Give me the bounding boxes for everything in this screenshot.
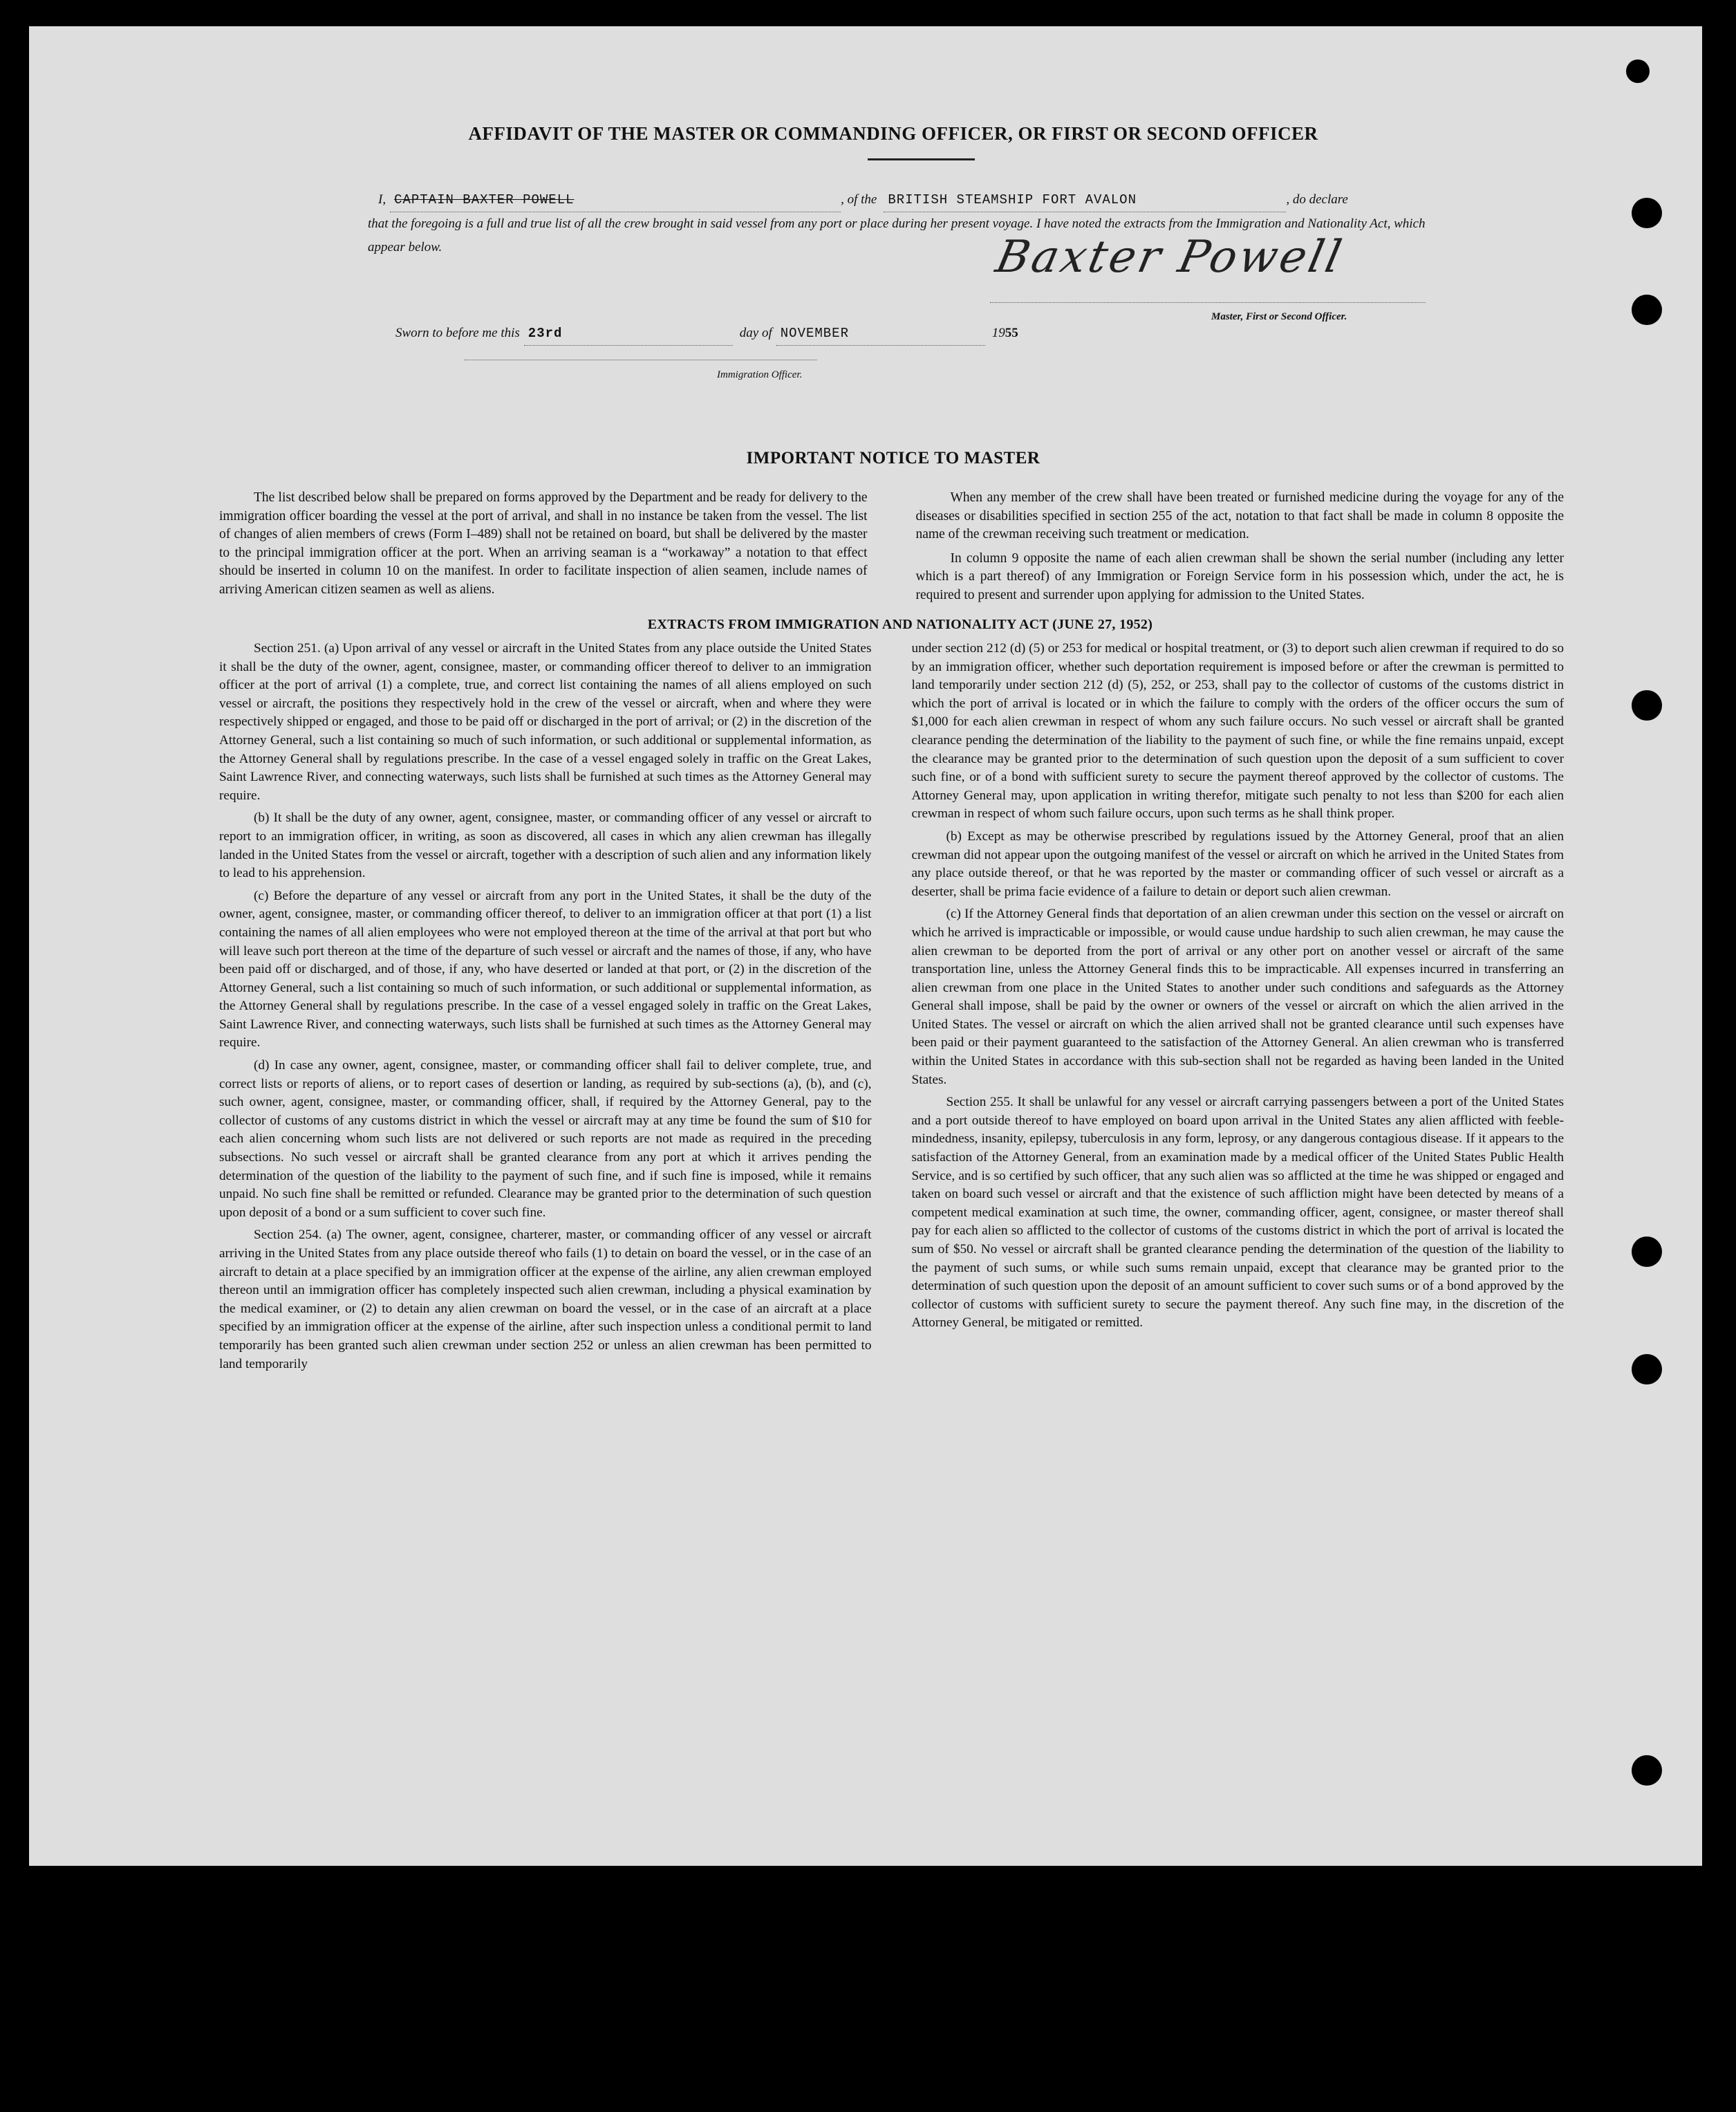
notice-title: IMPORTANT NOTICE TO MASTER — [746, 449, 1040, 467]
notice-left-column — [219, 489, 868, 610]
section-paragraph: (c) Before the departure of any vessel or aircraft from any port in the United States, it shall be the duty of the owner, agent, consignee, master, or commanding officer thereof, to deliver to an immigration officer at that port (1) a list containing the names of all alien employees who were not employed thereon at the time of the arrival at that port but who will leave such port thereon at the time of the departure of such vessel or aircraft and the names of those, if any, who have been paid off or discharged, and of those, if any, who have deserted or landed at that port, or (2) in the discretion of the Attorney General, such a list containing so much of such information, or such additional or supplemental information, as the Attorney General shall by regulations prescribe. In the case of a vessel engaged solely in traffic on the Great Lakes, Saint Lawrence River, and connecting waterways, such lists shall be furnished at such times as the Attorney General may require. — [219, 888, 872, 1050]
notice-right-column — [916, 489, 1565, 610]
notice-columns — [195, 489, 1564, 610]
punch-hole — [1632, 1236, 1662, 1267]
punch-hole — [1632, 295, 1662, 325]
notice-paragraph: When any member of the crew shall have been treated or furnished medicine during the voyage for any of the diseases or disabilities specified in section 255 of the act, notation to that fact shall be made in column 8 opposite the name of the crewman receiving such treatment or medication. — [915, 490, 1564, 541]
section-paragraph: (c) If the Attorney General finds that deportation of an alien crewman under this section on the vessel or aircraft on which he arrived is impracticable or impossible, or would cause undue hardship to such alien crewman, he may cause the alien crewman to be deported from the port of arrival or any other port on another vessel or aircraft of the same transportation line, unless the Attorney General finds this to be impracticable. All expenses incurred in transferring an alien crewman from one place in the United States to another under such conditions and safeguards as the Attorney General shall impose, shall be paid by the owner or owners of the vessel or aircraft on which the alien arrived in the United States. The vessel or aircraft on which the alien arrived shall not be granted clearance until such expenses have been paid or their payment guaranteed to the satisfaction of the Attorney General. An alien crewman who is transferred within the United States in accordance with this sub-section shall not be regarded as having been landed in the United States. — [911, 907, 1564, 1087]
extracts-columns — [195, 640, 1564, 1378]
master-signature: Baxter Powell — [991, 232, 1349, 283]
signature-caption: Master, First or Second Officer. — [1211, 311, 1347, 322]
sworn-day-field: 23rd — [524, 322, 733, 346]
extracts-left-column — [219, 640, 872, 1378]
affidavit-title: AFFIDAVIT OF THE MASTER OR COMMANDING OFFICER, OR FIRST OR SECOND OFFICER — [468, 123, 1318, 144]
section-paragraph: under section 212 (d) (5) or 253 for medical or hospital treatment, or (3) to deport such alien crewman if required to do so by an immigration officer, whether such deportation requirement is imposed before or after the crewman is permitted to land temporarily under section 212 (d) (5), 252, or 253, shall pay to the collector of customs of the customs district in which the port of arrival is located or in which the failure to comply with the orders of the officer occurs the sum of $1,000 for each alien crewman in respect of whom any such failure occurs. No such vessel or aircraft shall be granted clearance pending the determination of the liability to the payment of such fine, or while the fine remains unpaid, except the clearance may be granted prior to the determination of such question upon the deposit of a sum sufficient to cover such fine, or of a bond with sufficient surety to secure the payment thereof approved by the collector of customs. The Attorney General may, upon application in writing therefor, mitigate such penalty to not less than $200 for each alien crewman in respect of whom such failure occurs, upon such terms as he shall think proper. — [911, 641, 1564, 822]
year-prefix: 19 — [991, 326, 1005, 340]
punch-hole — [1632, 690, 1662, 721]
punch-hole — [1632, 1755, 1662, 1786]
extracts-title: EXTRACTS FROM IMMIGRATION AND NATIONALITY ACT (JUNE 27, 1952) — [647, 617, 1153, 632]
section-paragraph: Section 255. It shall be unlawful for any vessel or aircraft carrying passengers between a port of the United States and a port outside thereof to have employed on board upon arrival in the United States any alien afflicted with feeble-mindedness, insanity, epilepsy, tuberculosis in any form, leprosy, or any dangerous contagious disease. If it appears to the satisfaction of the Attorney General, from an examination made by a medical officer of the United States Public Health Service, and is so certified by such officer, that any such alien was so afflicted at the time he was shipped or engaged and taken on board such vessel or aircraft and that the existence of such affliction might have been detected by means of a competent medical examination at such time, the owner, commanding officer, agent, consignee, or master thereof shall pay for each alien so afflicted to the collector of customs of the customs district in which the port of arrival is located the sum of $50. No vessel or aircraft shall be granted clearance pending the determination of the question of the liability to the payment of such sums, or while such sums remain unpaid, except that clearance may be granted prior to the determination of such question upon the deposit of an amount sufficient to cover such sums or of a bond approved by the collector of customs with sufficient surety to secure the payment thereof. Any such fine may, in the discretion of the Attorney General, be mitigated or remitted. — [911, 1095, 1564, 1331]
master-name-field: CAPTAIN BAXTER POWELL — [390, 188, 841, 212]
sworn-line — [195, 322, 1564, 346]
section-paragraph: Section 254. (a) The owner, agent, consignee, charterer, master, or commanding officer of any vessel or aircraft arriving in the United States from any place outside thereof who fails (1) to detain on board the vessel, or in the case of an aircraft to detain at a place specified by an immigration officer at the expense of the airline, any alien crewman employed thereon until an immigration officer has completely inspected such alien crewman, including a physical examination by the medical examiner, or (2) to detain any alien crewman on board the vessel, or in the case of an aircraft at a place specified by an immigration officer at the expense of the airline, after such inspection unless a conditional permit to land temporarily has been granted such alien crewman under section 252 or unless an alien crewman has been permitted to land temporarily — [219, 1228, 872, 1371]
document-page — [29, 26, 1702, 1866]
punch-hole — [1632, 1354, 1662, 1384]
section-paragraph: (d) In case any owner, agent, consignee, master, or commanding officer shall fail to deliver complete, true, and correct lists or reports of aliens, or to report cases of desertion or landing, as required by sub-sections (a), (b), and (c), such owner, agent, consignee, master, or commanding officer, shall, if required by the Attorney General, pay to the collector of customs of any customs district in which the vessel or aircraft may at any time be found the sum of $10 for each alien concerning whom such lists are not delivered or such reports are not made as required in the preceding subsections. No such vessel or aircraft shall be granted clearance from any port at which it arrives pending the determination of the question of the liability to the payment of such fine, and if such fine is imposed, while it remains unpaid. No such fine shall be remitted or refunded. Clearance may be granted prior to the determination of such question upon deposit of a bond or a sum sufficient to cover such fine. — [219, 1058, 872, 1220]
declaration-line — [195, 188, 1564, 212]
signature-line — [990, 302, 1426, 303]
punch-hole — [1632, 198, 1662, 228]
year-suffix: 55 — [1005, 326, 1018, 340]
declaration-text: that the foregoing is a full and true list of all the crew brought in said vessel from any port or place during her present voyage. I have noted the extracts from the Immigration and Nationality Act, which appear below. — [368, 216, 1426, 254]
of-the-label: , of the — [841, 192, 877, 207]
section-paragraph: (b) It shall be the duty of any owner, agent, consignee, master, or commanding officer of any vessel or aircraft to report to an immigration officer, in writing, as soon as discovered, all cases in which any alien crewman has illegally landed in the United States from the vessel or aircraft, together with a description of such alien and any information likely to lead to his apprehension. — [219, 810, 872, 881]
notice-paragraph: In column 9 opposite the name of each alien crewman shall be shown the serial number (including any letter which is a part thereof) of any Immigration or Foreign Service form in his possession which, under the act, he is required to present and surrender upon applying for admission to the United States. — [915, 550, 1564, 602]
immigration-officer-caption: Immigration Officer. — [717, 369, 803, 380]
sworn-prefix: Sworn to before me this — [395, 326, 520, 340]
affidavit-section — [195, 188, 1564, 387]
punch-hole — [1626, 59, 1650, 83]
notice-paragraph: The list described below shall be prepared on forms approved by the Department and be ready for delivery to the immigration officer boarding the vessel at the port of arrival, and shall in no instance be taken from the vessel. The list of changes of alien members of crews (Form I–489) shall not be retained on board, but shall be delivered by the master to the principal immigration officer at the port. When an arriving seaman is a “workaway” a notation to that effect should be inserted in column 10 on the manifest. In order to facilitate inspection of alien seamen, include names of arriving American citizen seamen as well as aliens. — [219, 490, 868, 597]
extracts-right-column — [912, 640, 1565, 1378]
day-of-label: day of — [739, 326, 772, 340]
vessel-name-field: BRITISH STEAMSHIP FORT AVALON — [884, 188, 1286, 212]
sworn-month-field: NOVEMBER — [776, 322, 985, 346]
declare-label: , do declare — [1286, 192, 1348, 207]
title-rule — [868, 158, 975, 160]
section-paragraph: (b) Except as may be otherwise prescribed by regulations issued by the Attorney General, proof that an alien crewman did not appear upon the outgoing manifest of the vessel or aircraft on which he arrived in the United States from any place outside thereof, or that he was reported by the master or commanding officer of such vessel or aircraft as a deserter, shall be prima facie evidence of a failure to detain or deport such alien crewman. — [911, 828, 1564, 899]
declaration-prefix: I, — [378, 192, 386, 207]
section-paragraph: Section 251. (a) Upon arrival of any vessel or aircraft in the United States from any place outside the United States it shall be the duty of the owner, agent, consignee, master, or commanding officer thereof to deliver to an immigration officer at the port of arrival (1) a complete, true, and correct list containing the names of all aliens employed on such vessel or aircraft, the positions they respectively hold in the crew of the vessel or aircraft, when and where they were respectively shipped or engaged, and those to be paid off or discharged in the port of arrival; or (2) in the discretion of the Attorney General, such a list containing so much of such information, or such additional or supplemental information, as the Attorney General shall by regulations prescribe. In the case of a vessel engaged solely in traffic on the Great Lakes, Saint Lawrence River, and connecting waterways, such lists shall be furnished at such times as the Attorney General may require. — [219, 641, 872, 803]
